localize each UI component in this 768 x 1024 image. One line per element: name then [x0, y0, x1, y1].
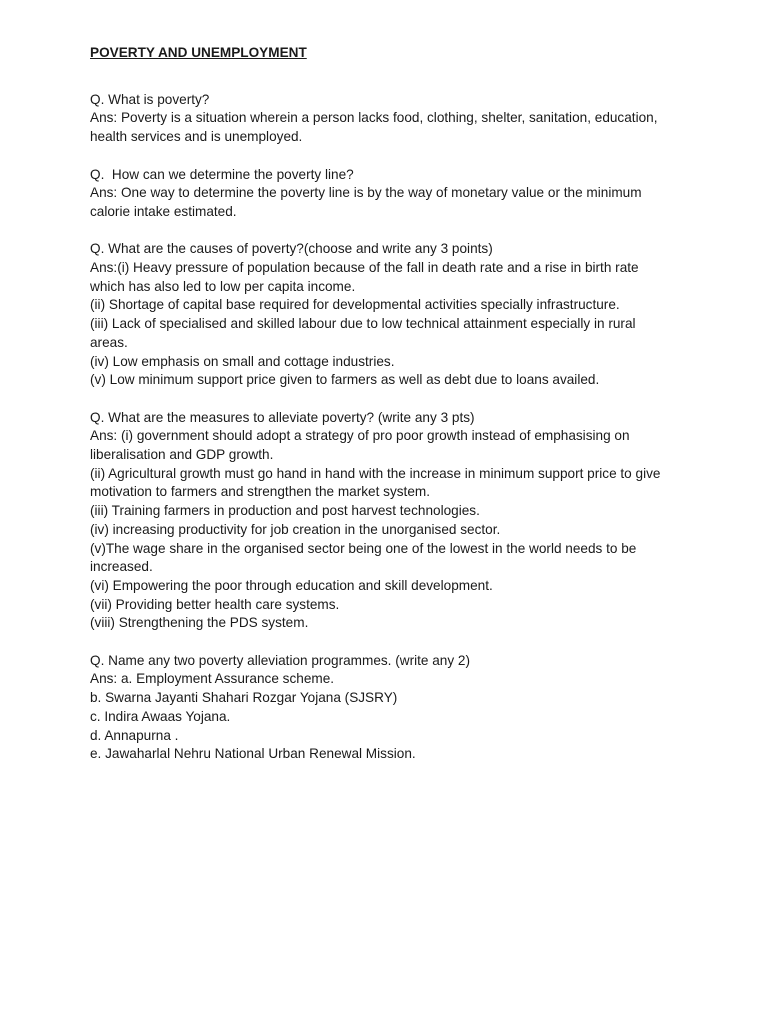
- answer-line: Ans: Poverty is a situation wherein a person lacks food, clothing, shelter, sanitation, education,: [90, 110, 658, 126]
- answer-line: Ans: (i) government should adopt a strategy of pro poor growth instead of emphasising on: [90, 428, 630, 444]
- qa-section-alleviation-programmes: [90, 652, 690, 764]
- answer-line: d. Annapurna .: [90, 727, 179, 743]
- document-page: [90, 44, 690, 783]
- answer-line: e. Jawaharlal Nehru National Urban Renewal Mission.: [90, 746, 416, 762]
- question: Q. What are the measures to alleviate poverty? (write any 3 pts): [90, 409, 475, 425]
- question: Q. Name any two poverty alleviation programmes. (write any 2): [90, 652, 471, 668]
- answer-line: motivation to farmers and strengthen the market system.: [90, 484, 430, 500]
- qa-section-what-is-poverty: [90, 91, 690, 147]
- answer-line: which has also led to low per capita income.: [90, 278, 356, 294]
- answer-line: (vii) Providing better health care systems.: [90, 596, 340, 612]
- qa-section-poverty-line: [90, 166, 690, 222]
- answer-line: (iii) Lack of specialised and skilled labour due to low technical attainment especially in rural: [90, 316, 636, 332]
- answer-line: increased.: [90, 559, 153, 575]
- answer-line: (v)The wage share in the organised sector being one of the lowest in the world needs to be: [90, 540, 637, 556]
- answer-line: liberalisation and GDP growth.: [90, 447, 274, 463]
- answer-line: (ii) Agricultural growth must go hand in hand with the increase in minimum support price to give: [90, 465, 661, 481]
- answer-line: (v) Low minimum support price given to farmers as well as debt due to loans availed.: [90, 372, 600, 388]
- answer-line: (vi) Empowering the poor through education and skill development.: [90, 577, 493, 593]
- answer-line: b. Swarna Jayanti Shahari Rozgar Yojana (SJSRY): [90, 690, 398, 706]
- answer-line: (iii) Training farmers in production and post harvest technologies.: [90, 503, 480, 519]
- answer-line: Ans: a. Employment Assurance scheme.: [90, 671, 335, 687]
- answer-line: Ans:(i) Heavy pressure of population because of the fall in death rate and a rise in birth rate: [90, 260, 639, 275]
- answer-line: (viii) Strengthening the PDS system.: [90, 615, 309, 631]
- qa-section-causes-of-poverty: [90, 240, 690, 390]
- question: Q. How can we determine the poverty line?: [90, 166, 354, 182]
- answer-line: (iv) increasing productivity for job creation in the unorganised sector.: [90, 521, 501, 537]
- answer-line: (ii) Shortage of capital base required for developmental activities specially infrastructure.: [90, 297, 620, 313]
- answer-line: Ans: One way to determine the poverty line is by the way of monetary value or the minimum: [90, 185, 642, 201]
- qa-section-measures-to-alleviate: [90, 409, 690, 633]
- question: Q. What are the causes of poverty?(choose and write any 3 points): [90, 241, 493, 257]
- question: Q. What is poverty?: [90, 91, 210, 107]
- answer-line: (iv) Low emphasis on small and cottage industries.: [90, 353, 395, 369]
- answer-line: areas.: [90, 334, 128, 350]
- answer-line: calorie intake estimated.: [90, 203, 237, 219]
- answer-line: c. Indira Awaas Yojana.: [90, 708, 231, 724]
- answer-line: health services and is unemployed.: [90, 129, 303, 145]
- document-title: POVERTY AND UNEMPLOYMENT: [90, 45, 307, 60]
